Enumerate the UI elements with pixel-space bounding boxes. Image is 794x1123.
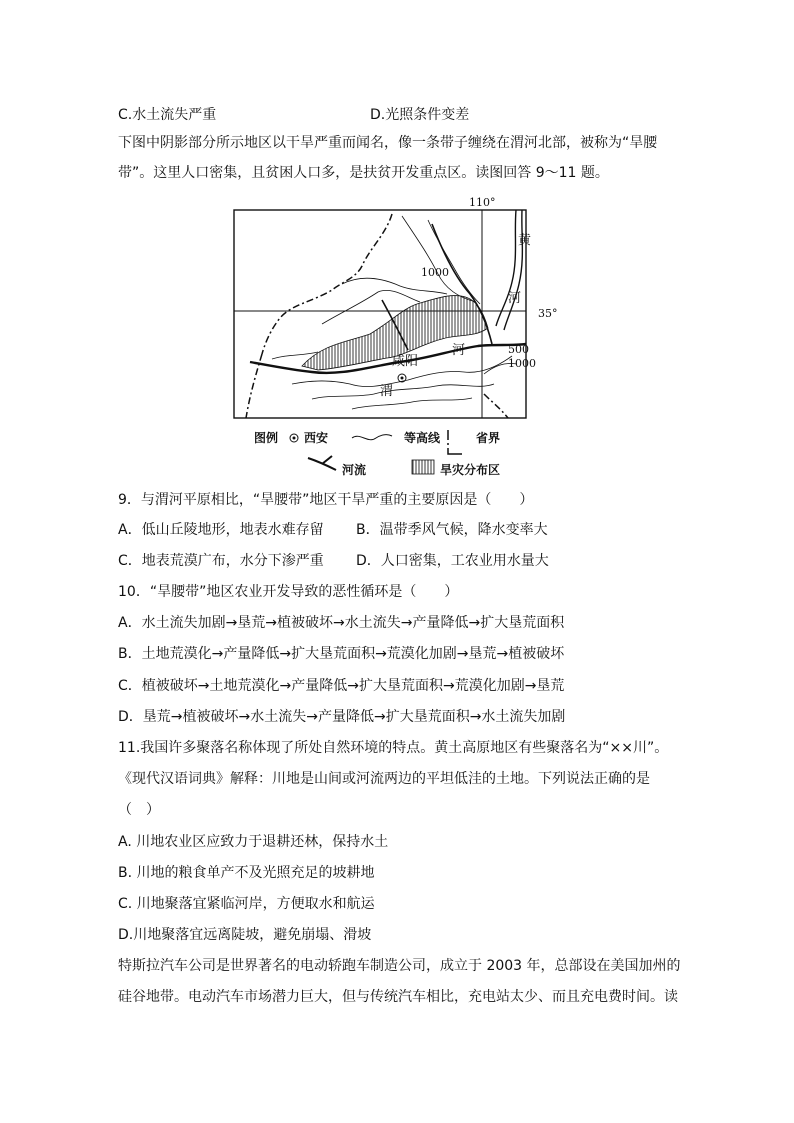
tesla-line-1: 特斯拉汽车公司是世界著名的电动轿跑车制造公司，成立于 2003 年，总部设在美国加州的	[118, 958, 681, 974]
q10-stem: 10．“旱腰带”地区农业开发导致的恶性循环是（ ）	[118, 584, 459, 600]
contour-line	[312, 384, 494, 399]
legend-title: 图例	[254, 431, 279, 445]
legend-xian-icon-dot	[293, 437, 296, 440]
legend-river-icon	[308, 456, 336, 470]
legend-province: 省界	[476, 431, 501, 445]
q11-option-c: C. 川地聚落宜紧临河岸，方便取水和航运	[118, 896, 375, 912]
yellow-river	[496, 210, 516, 326]
legend-drought: 旱灾分布区	[440, 463, 501, 477]
q10-option-d: D．垦荒→植被破坏→水土流失→产量降低→扩大垦荒面积→水土流失加剧	[118, 709, 566, 725]
q11-stem-line-3: （ ）	[118, 802, 160, 818]
contour-label-500: 500	[508, 343, 529, 356]
legend-contour: 等高线	[404, 431, 441, 445]
q10-option-c: C．植被破坏→土地荒漠化→产量降低→扩大垦荒面积→荒漠化加剧→垦荒	[118, 678, 565, 694]
province-boundary	[484, 394, 508, 418]
q9-option-d: D．人口密集，工农业用水量大	[356, 553, 549, 569]
wei-river-label-he: 河	[452, 343, 466, 358]
legend-xian: 西安	[304, 431, 329, 445]
q8-option-d: D.光照条件变差	[370, 107, 470, 123]
yellow-river-label-1: 黄	[518, 233, 532, 248]
loess-drought-belt-map	[232, 194, 562, 482]
q9-stem: 9．与渭河平原相比，“旱腰带”地区干旱严重的主要原因是（ ）	[118, 492, 534, 508]
contour-label-1000-right: 1000	[508, 357, 536, 370]
q11-option-d: D.川地聚落宜远离陡坡，避免崩塌、滑坡	[118, 927, 372, 943]
q11-stem-line-1: 11.我国许多聚落名称体现了所处自然环境的特点。黄土高原地区有些聚落名为“××川”。	[118, 740, 669, 756]
xian-city-marker-dot	[401, 377, 404, 380]
xianyang-label: 咸阳	[392, 354, 419, 369]
yellow-river	[504, 210, 522, 330]
q11-option-b: B. 川地的粮食单产不及光照充足的坡耕地	[118, 865, 375, 881]
intro-line-2: 带”。这里人口密集，且贫困人口多，是扶贫开发重点区。读图回答 9～11 题。	[118, 165, 609, 181]
q10-option-a: A．水土流失加剧→垦荒→植被破坏→水土流失→产量降低→扩大垦荒面积	[118, 615, 565, 631]
contour-label-1000: 1000	[421, 266, 449, 279]
q11-stem-line-2: 《现代汉语词典》解释：川地是山间或河流两边的平坦低洼的土地。下列说法正确的是	[118, 771, 650, 787]
q11-option-a: A. 川地农业区应致力于退耕还林，保持水土	[118, 834, 389, 850]
yellow-river-label-2: 河	[508, 291, 522, 306]
legend-river: 河流	[342, 463, 367, 477]
latitude-label: 35°	[538, 307, 558, 320]
wei-river-label-wei: 渭	[380, 384, 394, 399]
tesla-line-2: 硅谷地带。电动汽车市场潜力巨大，但与传统汽车相比，充电站太少、而且充电费时间。读	[118, 989, 678, 1005]
q9-option-b: B．温带季风气候，降水变率大	[356, 522, 548, 538]
legend-contour-icon	[352, 435, 392, 440]
q8-option-c: C.水土流失严重	[118, 107, 217, 123]
longitude-label: 110°	[469, 196, 496, 209]
q9-option-a: A．低山丘陵地形，地表水难存留	[118, 522, 324, 538]
legend-drought-icon	[412, 460, 434, 474]
contour-line	[352, 398, 472, 409]
intro-line-1: 下图中阴影部分所示地区以干旱严重而闻名，像一条带子缠绕在渭河北部，被称为“旱腰	[118, 135, 658, 151]
legend-province-icon	[448, 430, 462, 454]
q9-option-c: C．地表荒漠广布，水分下渗严重	[118, 553, 324, 569]
q10-option-b: B．土地荒漠化→产量降低→扩大垦荒面积→荒漠化加剧→垦荒→植被破坏	[118, 646, 565, 662]
